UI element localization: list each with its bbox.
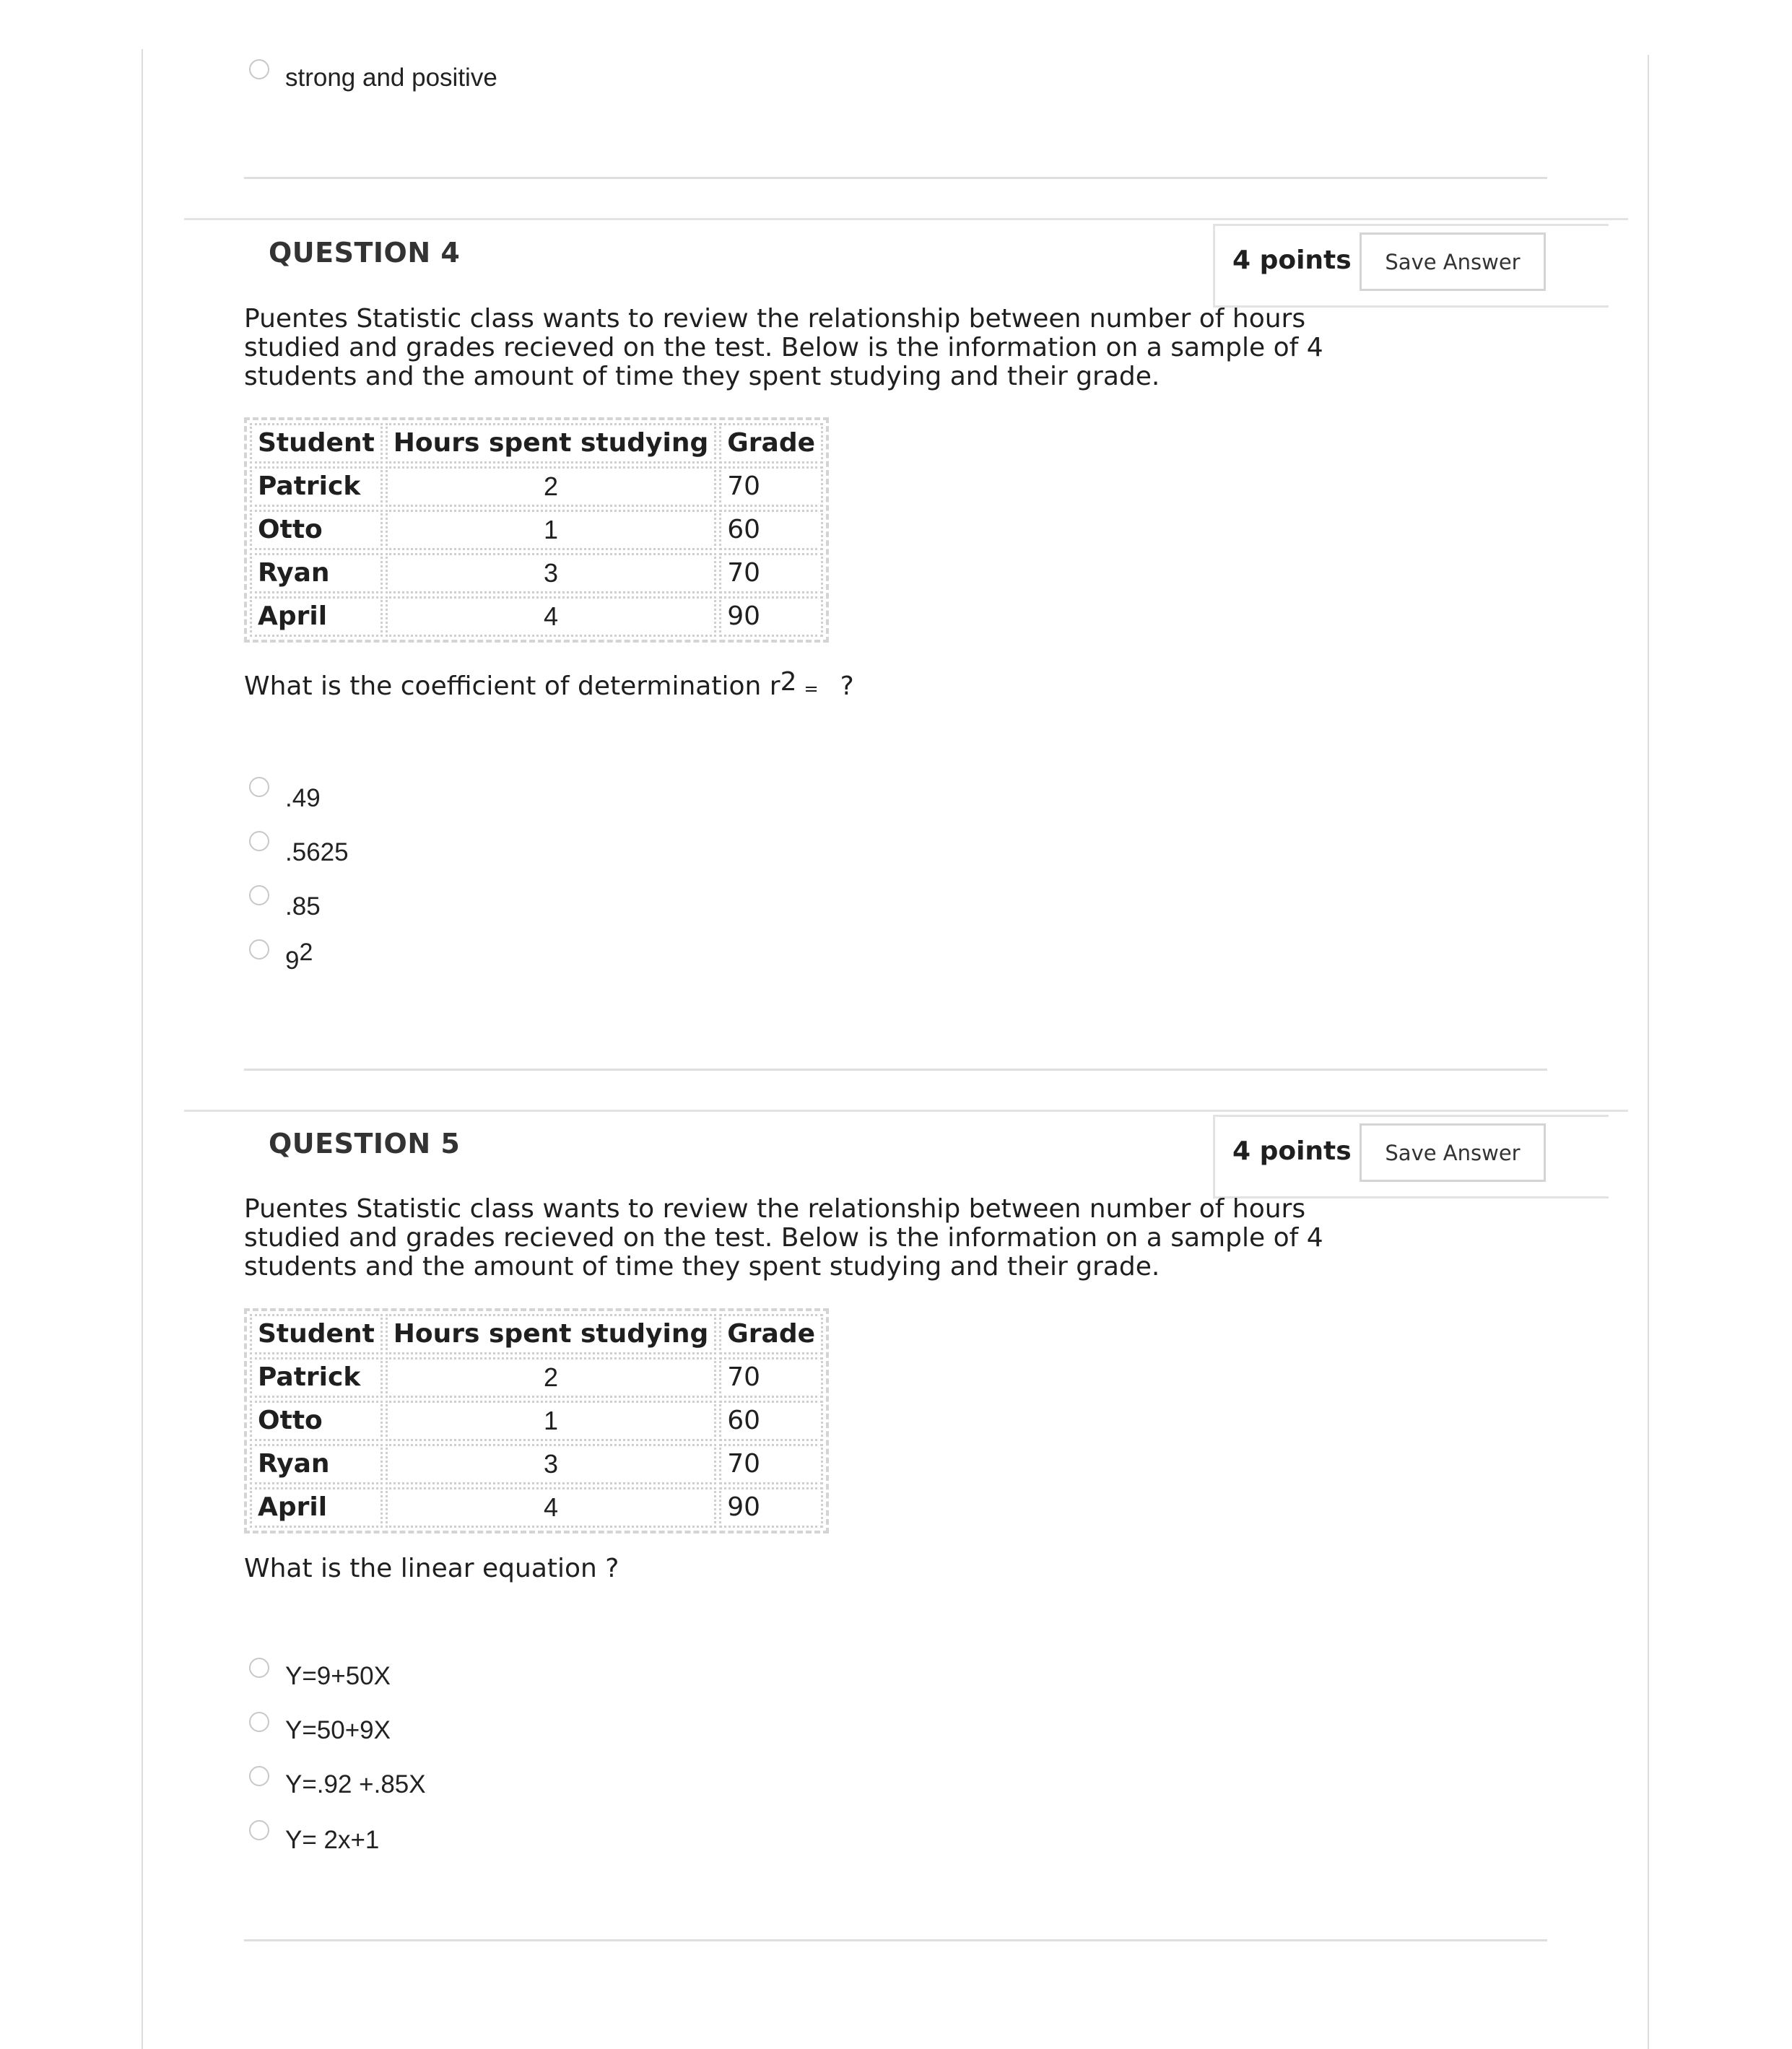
radio-option-3[interactable] [249, 1766, 269, 1786]
radio-strong-and-positive[interactable] [249, 59, 269, 79]
table-row [250, 1487, 823, 1528]
grade-cell: 70 [719, 1444, 823, 1484]
option-exponent: 2 [299, 939, 313, 966]
points-label: 4 points [1232, 245, 1352, 275]
column-header: Student [250, 1314, 383, 1354]
table-header-row [250, 423, 823, 464]
radio-option-2[interactable] [249, 1712, 269, 1732]
table-row [250, 1401, 823, 1441]
radio-option-3[interactable] [249, 885, 269, 905]
question-divider [244, 1069, 1547, 1071]
radio-option-1[interactable] [249, 1658, 269, 1678]
grade-cell: 60 [719, 510, 823, 550]
grade-cell: 90 [719, 596, 823, 637]
hours-cell: 3 [386, 553, 716, 593]
student-cell: April [250, 596, 383, 637]
section-divider [184, 1110, 1628, 1112]
table-header-row [250, 1314, 823, 1354]
question-prompt: Puentes Statistic class wants to review the relationship between number of hours studied and grades recieved on the test. Below is the information on a sample of 4 students and the amount of time they spent studying and their grade. [244, 304, 1323, 391]
grade-cell: 70 [719, 1357, 823, 1398]
save-answer-button[interactable]: Save Answer [1360, 1123, 1546, 1182]
hours-cell: 2 [386, 466, 716, 507]
hours-cell: 4 [386, 1487, 716, 1528]
table-row [250, 553, 823, 593]
option-label: strong and positive [285, 64, 497, 92]
question-divider [244, 1939, 1547, 1941]
data-table [244, 1308, 829, 1534]
save-answer-button[interactable]: Save Answer [1360, 232, 1546, 291]
column-header: Grade [719, 1314, 823, 1354]
section-divider [184, 218, 1628, 220]
student-cell: Otto [250, 510, 383, 550]
question-prompt: Puentes Statistic class wants to review the relationship between number of hours studied and grades recieved on the test. Below is the information on a sample of 4 students and the amount of time they spent studying and their grade. [244, 1194, 1323, 1282]
option-label: Y=9+50X [285, 1662, 391, 1690]
points-label: 4 points [1232, 1136, 1352, 1166]
hours-cell: 1 [386, 510, 716, 550]
radio-option-1[interactable] [249, 777, 269, 797]
option-label: .85 [285, 892, 321, 921]
grade-cell: 70 [719, 466, 823, 507]
student-cell: Patrick [250, 1357, 383, 1398]
ask-variable: r [769, 671, 780, 701]
column-header: Hours spent studying [386, 423, 716, 464]
student-cell: Otto [250, 1401, 383, 1441]
hours-cell: 3 [386, 1444, 716, 1484]
grade-cell: 60 [719, 1401, 823, 1441]
question-ask: What is the linear equation ? [244, 1554, 619, 1583]
table-row [250, 466, 823, 507]
hours-cell: 1 [386, 1401, 716, 1441]
table-row [250, 510, 823, 550]
option-label: Y= 2x+1 [285, 1826, 380, 1854]
option-label: Y=50+9X [285, 1716, 391, 1744]
option-label [285, 939, 313, 975]
table-row [250, 596, 823, 637]
student-cell: April [250, 1487, 383, 1528]
ask-exponent: 2 [780, 667, 797, 697]
option-label: Y=.92 +.85X [285, 1770, 426, 1798]
student-cell: Patrick [250, 466, 383, 507]
question-divider [244, 177, 1547, 179]
question-ask [244, 667, 854, 701]
student-cell: Ryan [250, 1444, 383, 1484]
hours-cell: 4 [386, 596, 716, 637]
data-table [244, 417, 829, 643]
radio-option-4[interactable] [249, 939, 269, 960]
option-base: 9 [285, 947, 300, 975]
radio-option-4[interactable] [249, 1820, 269, 1840]
radio-option-2[interactable] [249, 831, 269, 851]
question-title: QUESTION 4 [269, 237, 461, 269]
column-header: Student [250, 423, 383, 464]
option-label: .49 [285, 784, 321, 812]
column-header: Grade [719, 423, 823, 464]
ask-prefix: What is the coefficient of determination [244, 671, 770, 701]
column-header: Hours spent studying [386, 1314, 716, 1354]
grade-cell: 70 [719, 553, 823, 593]
option-label: .5625 [285, 838, 349, 866]
hours-cell: 2 [386, 1357, 716, 1398]
table-row [250, 1357, 823, 1398]
ask-equals: = [804, 679, 819, 699]
grade-cell: 90 [719, 1487, 823, 1528]
ask-question-mark: ? [840, 671, 854, 701]
question-title: QUESTION 5 [269, 1128, 461, 1160]
page-left-border [142, 49, 143, 2049]
page-right-border [1648, 55, 1649, 2049]
table-row [250, 1444, 823, 1484]
student-cell: Ryan [250, 553, 383, 593]
